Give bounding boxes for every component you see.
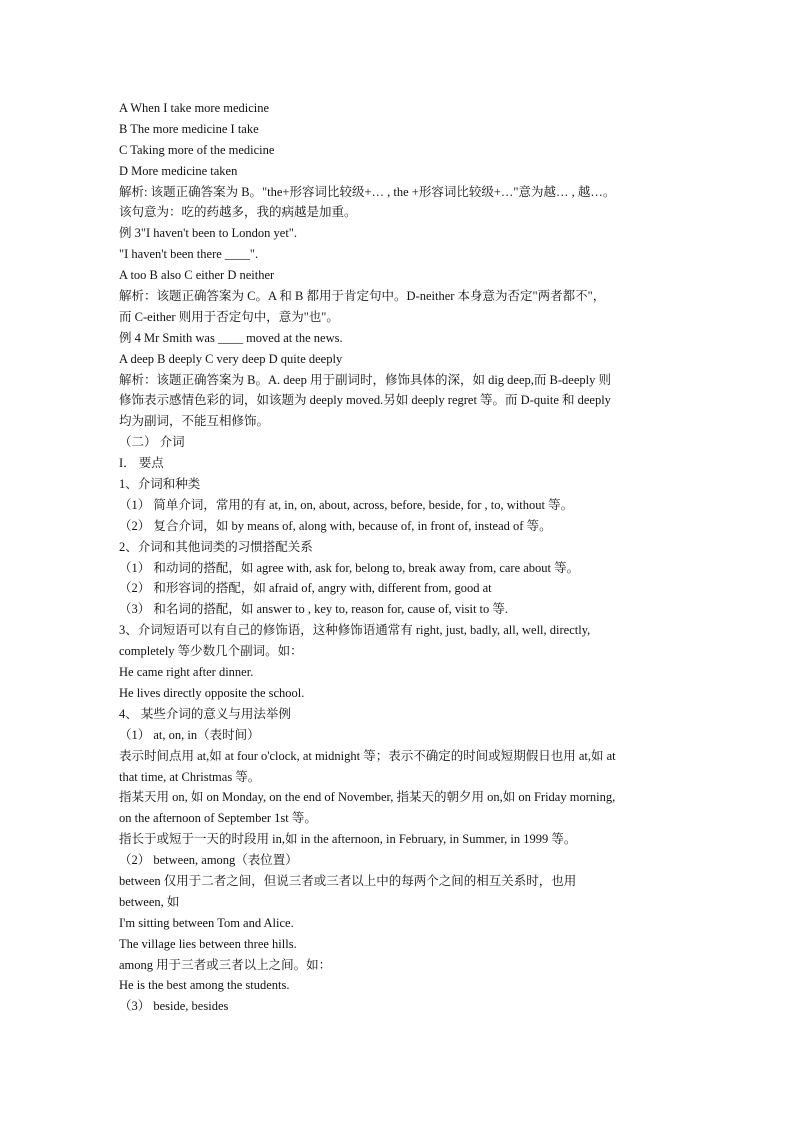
point-4-subheading-2: （2） between, among（表位置） [119,853,298,868]
example-3-line-2: "I haven't been there ____". [119,247,259,262]
point-4-subheading-1: （1） at, on, in（表时间） [119,727,260,742]
point-3-line-1: 3、介词短语可以有自己的修饰语，这种修饰语通常有 right, just, badly, all, well, directly, [119,623,591,638]
between-usage-line-1: between 仅用于二者之间，但说三者或三者以上中的每两个之间的相互关系时，也用 [119,873,577,888]
document-body [119,98,689,1017]
point-2-item-3: （3） 和名词的搭配，如 answer to , key to, reason for, cause of, visit to 等. [119,602,509,617]
among-example: He is the best among the students. [119,978,290,993]
analysis-3-line-2: 而 C-either 则用于否定句中，意为"也"。 [119,309,339,324]
point-4-subheading-3: （3） beside, besides [119,999,229,1014]
point-1-item-1: （1） 简单介词，常用的有 at, in, on, about, across, before, beside, for , to, without 等。 [119,497,574,512]
analysis-line-2: 该句意为：吃的药越多，我的病越是加重。 [119,205,357,220]
point-2-item-2: （2） 和形容词的搭配，如 afraid of, angry with, different from, good at [119,581,492,596]
analysis-4-line-3: 均为副词，不能互相修饰。 [119,414,270,429]
option-d-line: D More medicine taken [119,163,238,178]
subheading-key-points: I． 要点 [119,456,164,471]
point-3-line-2: completely 等少数几个副词。如： [119,644,303,659]
time-usage-line-2: that time, at Christmas 等。 [119,769,261,784]
option-b-line: B The more medicine I take [119,121,259,136]
point-1-item-2: （2） 复合介词，如 by means of, along with, because of, in front of, instead of 等。 [119,518,552,533]
time-usage-line-4: on the afternoon of September 1st 等。 [119,811,317,826]
point-4-heading: 4、 某些介词的意义与用法举例 [119,706,291,721]
example-sentence-1: He came right after dinner. [119,665,254,680]
time-usage-line-3: 指某天用 on, 如 on Monday, on the end of November, 指某天的朝夕用 on,如 on Friday morning, [119,790,616,805]
example-3-options: A too B also C either D neither [119,268,275,283]
example-3-line-1: 例 3"I haven't been to London yet". [119,226,298,241]
example-4-line: 例 4 Mr Smith was ____ moved at the news. [119,330,343,345]
example-4-options: A deep B deeply C very deep D quite deeply [119,351,343,366]
example-sentence-2: He lives directly opposite the school. [119,685,305,700]
point-1-heading: 1、介词和种类 [119,477,201,492]
analysis-4-line-2: 修饰表示感情色彩的词，如该题为 deeply moved.另如 deeply regret 等。而 D-quite 和 deeply [119,393,611,408]
section-heading-prepositions: （二） 介词 [119,435,185,450]
analysis-3-line-1: 解析：该题正确答案为 C。A 和 B 都用于肯定句中。D-neither 本身意为否定"两者都不"， [119,289,606,304]
point-2-heading: 2、介词和其他词类的习惯搭配关系 [119,539,313,554]
among-usage-line: among 用于三者或三者以上之间。如： [119,957,332,972]
between-example-2: The village lies between three hills. [119,936,297,951]
between-usage-line-2: between, 如 [119,894,180,909]
point-2-item-1: （1） 和动词的搭配，如 agree with, ask for, belong to, break away from, care about 等。 [119,560,580,575]
analysis-4-line-1: 解析：该题正确答案为 B。A. deep 用于副词时，修饰具体的深，如 dig deep,而 B-deeply 则 [119,372,611,387]
between-example-1: I'm sitting between Tom and Alice. [119,915,294,930]
time-usage-line-1: 表示时间点用 at,如 at four o'clock, at midnight 等；表示不确定的时间或短期假日也用 at,如 at [119,748,616,763]
analysis-line-1: 解析: 该题正确答案为 B。"the+形容词比较级+… , the +形容词比较级+…"意为越… , 越…。 [119,184,616,199]
time-usage-line-5: 指长于或短于一天的时段用 in,如 in the afternoon, in February, in Summer, in 1999 等。 [119,832,577,847]
option-c-line: C Taking more of the medicine [119,142,275,157]
option-a-line: A When I take more medicine [119,101,270,115]
